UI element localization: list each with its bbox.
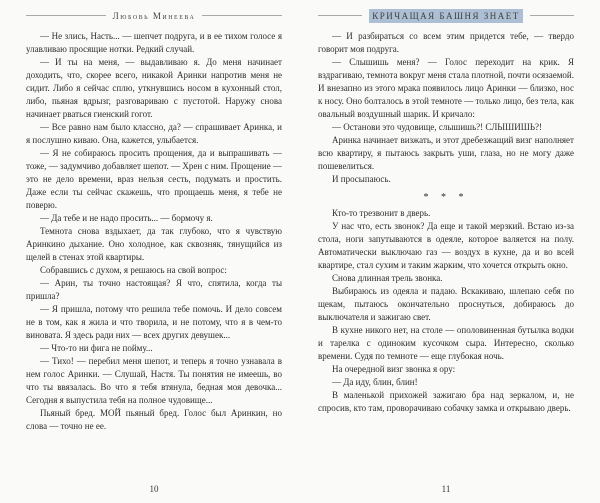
header-rule-right bbox=[530, 15, 574, 16]
paragraph: — Все равно нам было классно, да? — спрашивает Аринка, и я послушно киваю. Она, кажется, улыбается. bbox=[26, 122, 282, 145]
paragraph: В кухне никого нет, на столе — ополовиненная бутылка водки и тарелка с одиноким кусочком сыра. Интересно, сколько времени. Судя по темноте — еще глубокая ночь. bbox=[318, 325, 574, 361]
header-rule-left bbox=[318, 15, 362, 16]
paragraph: Пьяный бред. МОЙ пьяный бред. Голос был Аринкин, но слова — точно не ее. bbox=[26, 408, 282, 431]
page-number-right: 11 bbox=[441, 484, 451, 494]
paragraph: — Я пришла, потому что решила тебе помочь. И дело совсем не в том, как я жила и что творила, и не потому, что я в чем-то виновата. Я здесь ради них — всех других девушек... bbox=[26, 304, 282, 340]
page-right bbox=[318, 8, 574, 497]
paragraph: — Тихо! — перебил меня шепот, и теперь я точно узнавала в нем голос Аринки. — Слушай, Настя. Ты понятия не имеешь, во что ты ввязалась. Во что я тебя втянула, бедная моя девочка... Сегодня я выпустила тебя на полное чудовище... bbox=[26, 356, 282, 405]
running-head-right bbox=[318, 8, 574, 23]
page-left bbox=[26, 8, 282, 497]
page-body-left bbox=[26, 30, 282, 479]
paragraph: — Останови это чудовище, слышишь?! СЛЫШИШЬ?! bbox=[332, 122, 542, 132]
paragraph: — Арин, ты точно настоящая? Я что, спятила, когда ты пришла? bbox=[26, 278, 282, 301]
paragraph: Кто-то трезвонит в дверь. bbox=[332, 208, 431, 218]
paragraph: — Не злись, Насть... — шепчет подруга, и в ее тихом голосе я улавливаю просящие нотки. Редкий случай. bbox=[26, 31, 282, 54]
paragraph: На очередной визг звонка я ору: bbox=[332, 364, 456, 374]
header-rule-left bbox=[26, 15, 106, 16]
paragraph: Снова длинная трель звонка. bbox=[332, 273, 443, 283]
section-separator: * * * bbox=[423, 192, 469, 203]
page-body-right bbox=[318, 30, 574, 479]
page-number-left: 10 bbox=[149, 484, 159, 494]
paragraph: — И ты на меня, — выдавливаю я. До меня начинает доходить, что, скорее всего, никакой Аринки напротив меня не сидит. Либо я сейчас сплю, уткнувшись носом в кухонный стол, либо, пьяная вдрызг, разговариваю с пустотой. Наружу снова начинает рваться гиенский гогот. bbox=[26, 57, 282, 119]
paragraph: — Я не собираюсь просить прощения, да и выпрашивать — тоже, — задумчиво добавляет шепот. — Хрен с ним. Прощение — это не дело времени, враз нельзя сесть, подумать и простить. Даже если ты сейчас скажешь, что прощаешь меня, я тебе не поверю. bbox=[26, 148, 282, 210]
paragraph: Собравшись с духом, я решаюсь на свой вопрос: bbox=[40, 265, 227, 275]
header-rule-right bbox=[202, 15, 282, 16]
paragraph: И просыпаюсь. bbox=[332, 174, 391, 184]
running-head-author: Любовь Минеева bbox=[112, 10, 196, 21]
paragraph: — Да иду, блин, блин! bbox=[332, 377, 418, 387]
paragraph: Темнота снова вздыхает, да так глубоко, что я чувствую Аринкино дыхание. Оно холодное, как сквозняк, тянущийся из щелей в стенах этой квартиры. bbox=[26, 226, 282, 262]
running-head-left bbox=[26, 8, 282, 23]
paragraph: Выбираюсь из одеяла и падаю. Вскакиваю, шлепаю себя по щекам, пытаюсь окончательно проснуться, добираюсь до выключателя и зажигаю свет. bbox=[318, 286, 574, 322]
paragraph: У нас что, есть звонок? Да еще и такой мерзкий. Встаю из-за стола, ноги запутываются в одеяле, которое валяется на полу. Автоматически выключаю газ — воздух в кухне, да и во всей квартире, стал сухим и таким жарким, что хочется открыть окно. bbox=[318, 221, 574, 270]
paragraph: — Слышишь меня? — Голос переходит на крик. Я вздрагиваю, темнота вокруг меня стала плотной, почти осязаемой. И внезапно из этого мрака появилось лицо Аринки — близко, нос к носу. Оно болталось в этой темноте — только лицо, без тела, как овальный воздушный шарик. И кричало: bbox=[318, 57, 574, 119]
paragraph: — Что-то ни фига не пойму... bbox=[40, 343, 153, 353]
paragraph: Аринка начинает визжать, и этот дребезжащий визг наполняет всю квартиру, я пытаюсь закрыть уши, глаза, но не могу даже пошевелиться. bbox=[318, 135, 574, 171]
paragraph: В маленькой прихожей зажигаю бра над зеркалом, и, не спросив, кто там, проворачиваю собачку замка и открываю дверь. bbox=[318, 390, 574, 413]
running-head-chapter-title: КРИЧАЩАЯ БАШНЯ ЗНАЕТ bbox=[369, 9, 523, 23]
paragraph: — Да тебе и не надо просить... — бормочу я. bbox=[40, 213, 213, 223]
paragraph: — И разбираться со всем этим придется тебе, — твердо говорит моя подруга. bbox=[318, 31, 574, 54]
